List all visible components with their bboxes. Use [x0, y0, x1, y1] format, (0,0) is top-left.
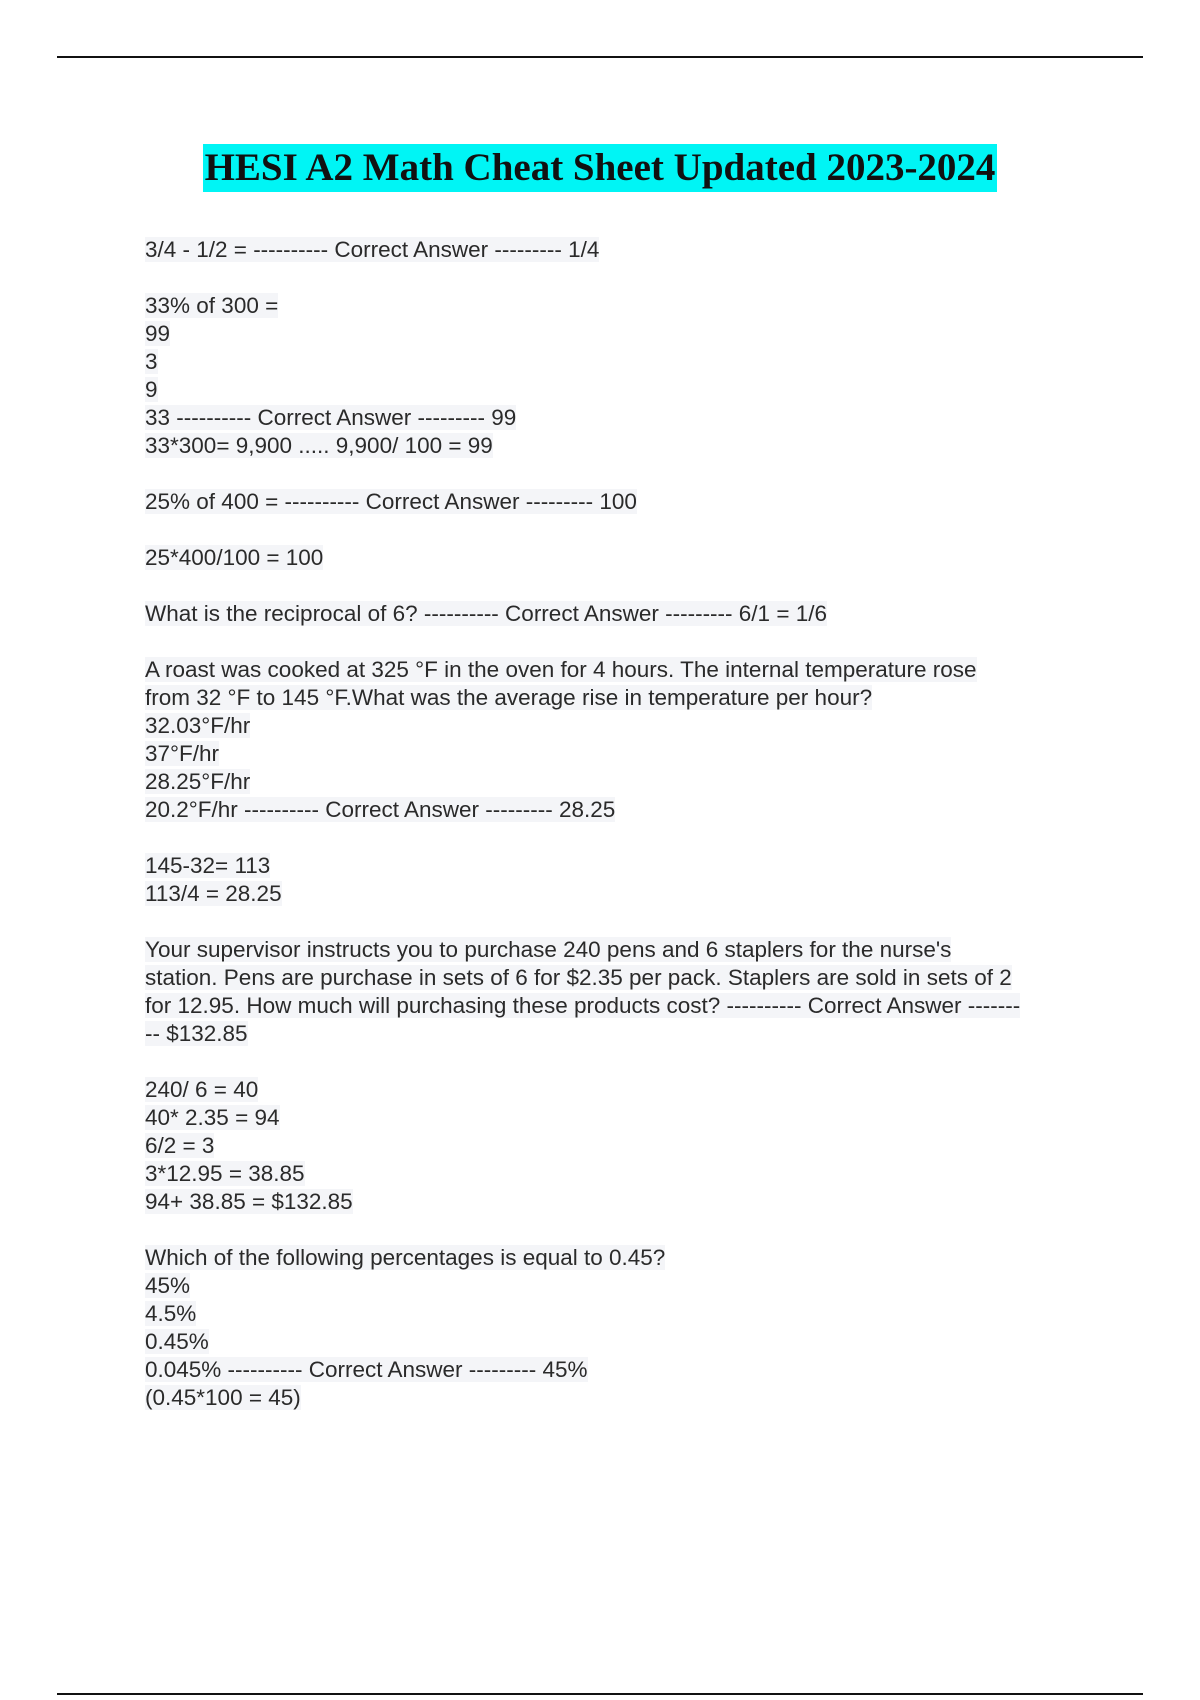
text-line: 3*12.95 = 38.85: [145, 1161, 305, 1186]
qa-block: [145, 1244, 1105, 1412]
text-line: Which of the following percentages is equal to 0.45?: [145, 1245, 666, 1270]
text-line: 25% of 400 = ---------- Correct Answer --------- 100: [145, 489, 637, 514]
text-line: 40* 2.35 = 94: [145, 1105, 280, 1130]
qa-block: [145, 488, 1105, 516]
text-line: 33*300= 9,900 ..... 9,900/ 100 = 99: [145, 433, 493, 458]
qa-block: [145, 600, 1105, 628]
text-line: 25*400/100 = 100: [145, 545, 324, 570]
document-body: [145, 236, 1105, 1412]
text-line: 145-32= 113: [145, 853, 271, 878]
text-line: 0.045% ---------- Correct Answer --------- 45%: [145, 1357, 588, 1382]
text-line: 37°F/hr: [145, 741, 220, 766]
qa-block: [145, 656, 1105, 824]
page-title: HESI A2 Math Cheat Sheet Updated 2023-2024: [203, 144, 998, 192]
text-line: 99: [145, 321, 171, 346]
text-line: -- $132.85: [145, 1021, 248, 1046]
text-line: 0.45%: [145, 1329, 209, 1354]
text-line: 33% of 300 =: [145, 293, 279, 318]
text-line: Your supervisor instructs you to purchase 240 pens and 6 staplers for the nurse's: [145, 937, 952, 962]
qa-block: [145, 236, 1105, 264]
text-line: 94+ 38.85 = $132.85: [145, 1189, 353, 1214]
bottom-rule: [57, 1693, 1143, 1695]
text-line: 240/ 6 = 40: [145, 1077, 259, 1102]
text-line: (0.45*100 = 45): [145, 1385, 301, 1410]
text-line: from 32 °F to 145 °F.What was the average rise in temperature per hour?: [145, 685, 873, 710]
qa-block: [145, 292, 1105, 460]
qa-block: [145, 852, 1105, 908]
title-container: [0, 144, 1200, 192]
text-line: 32.03°F/hr: [145, 713, 251, 738]
text-line: 4.5%: [145, 1301, 197, 1326]
text-line: What is the reciprocal of 6? ---------- Correct Answer --------- 6/1 = 1/6: [145, 601, 827, 626]
qa-block: [145, 1076, 1105, 1216]
text-line: 20.2°F/hr ---------- Correct Answer --------- 28.25: [145, 797, 616, 822]
text-line: for 12.95. How much will purchasing these products cost? ---------- Correct Answer -------: [145, 993, 1021, 1018]
text-line: 3/4 - 1/2 = ---------- Correct Answer --------- 1/4: [145, 237, 600, 262]
text-line: 33 ---------- Correct Answer --------- 99: [145, 405, 517, 430]
text-line: 3: [145, 349, 158, 374]
text-line: 6/2 = 3: [145, 1133, 215, 1158]
text-line: A roast was cooked at 325 °F in the oven for 4 hours. The internal temperature rose: [145, 657, 977, 682]
text-line: 113/4 = 28.25: [145, 881, 282, 906]
text-line: 9: [145, 377, 158, 402]
top-rule: [57, 56, 1143, 58]
qa-block: [145, 936, 1105, 1048]
text-line: station. Pens are purchase in sets of 6 for $2.35 per pack. Staplers are sold in sets of 2: [145, 965, 1012, 990]
text-line: 28.25°F/hr: [145, 769, 251, 794]
qa-block: [145, 544, 1105, 572]
text-line: 45%: [145, 1273, 191, 1298]
